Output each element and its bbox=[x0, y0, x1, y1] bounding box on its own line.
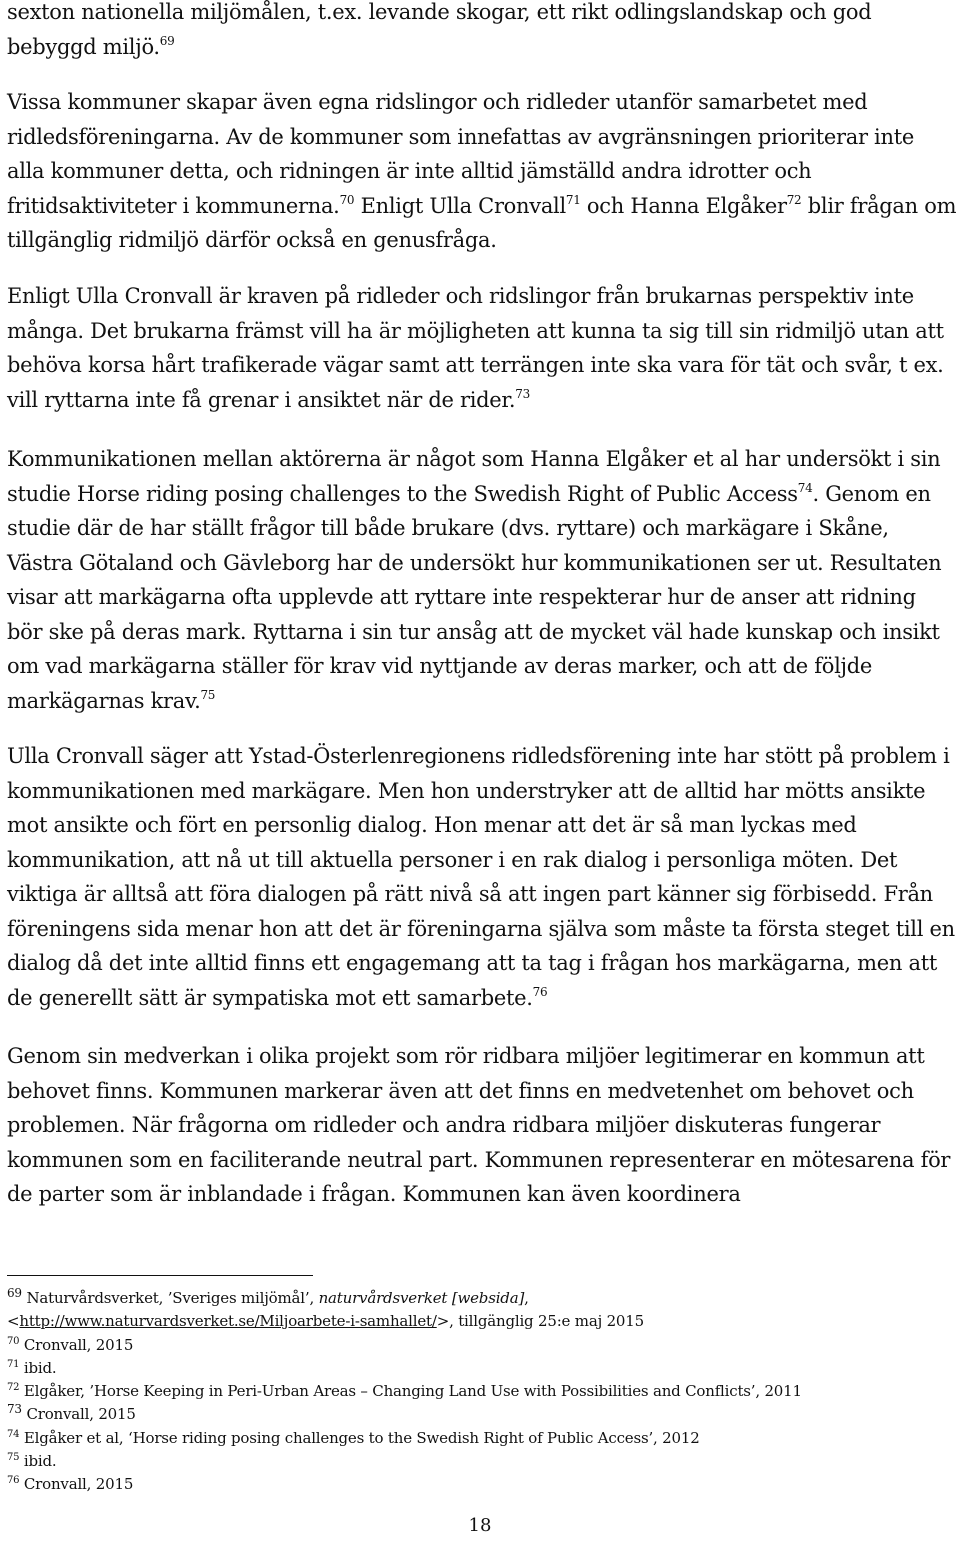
footnote-75 bbox=[7, 1450, 957, 1473]
paragraph-2-text-d: blir frågan om tillgänglig ridmiljö därför också en genusfråga. bbox=[7, 193, 957, 252]
footnote-ref-69[interactable]: 69 bbox=[159, 33, 175, 48]
paragraph-6-text: Genom sin medverkan i olika projekt som rör ridbara miljöer legitimerar en kommun att behovet finns. Kommunen markerar även att det finns en medvetenhet om behovet och problemen. När frågorna om ridleder och andra ridbara miljöer diskuteras fungerar kommunen som en faciliterande neutral part. Kommunen representerar en mötesarena för de parter som är inblandade i frågan. Kommunen kan även koordinera bbox=[7, 1044, 951, 1206]
footnote-text: ibid. bbox=[19, 1358, 57, 1377]
footnote-source-title: naturvårdsverket [websida] bbox=[318, 1289, 525, 1307]
footnote-number: 73 bbox=[7, 1402, 22, 1417]
footnote-number: 70 bbox=[7, 1335, 20, 1347]
paragraph-2-text-a: Vissa kommuner skapar även egna ridslingor och ridleder utanför samarbetet med ridledsföreningarna. Av de kommuner som innefattas av avgränsningen prioriterar inte alla kommuner detta, och ridningen är inte alltid jämställd andra idrotter och fritidsaktiviteter i kommunerna. bbox=[7, 90, 914, 218]
footnote-73 bbox=[7, 1403, 957, 1426]
footnote-text: < bbox=[7, 1312, 20, 1331]
footnote-ref-70[interactable]: 70 bbox=[339, 192, 355, 207]
footnote-text: ibid. bbox=[19, 1452, 57, 1471]
paragraph-3 bbox=[7, 279, 957, 417]
paragraph-1 bbox=[7, 0, 957, 64]
footnote-text: Naturvårdsverket, ’Sveriges miljömål’, bbox=[21, 1289, 319, 1307]
footnotes-section bbox=[7, 1287, 957, 1497]
footnote-number: 71 bbox=[7, 1358, 20, 1370]
paragraph-5-text: Ulla Cronvall säger att Ystad-Österlenregionens ridledsförening inte har stött på problem i kommunikationen med markägare. Men hon understryker att de alltid har mötts ansikte mot ansikte och fört en personlig dialog. Hon menar att det är så man lyckas med kommunikation, att nå ut till aktuella personer i en rak dialog i personliga möten. Det viktiga är alltså att föra dialogen på rätt nivå så att ingen part känner sig förbisedd. Från föreningens sida menar hon att det är föreningarna själva som måste ta första steget till en dialog då det inte alltid finns ett engagemang att ta tag i frågan hos markägarna, men att de generellt sätt är sympatiska mot ett samarbete. bbox=[7, 744, 955, 1010]
footnote-69-continued bbox=[7, 1310, 957, 1333]
footnote-ref-73[interactable]: 73 bbox=[515, 386, 530, 401]
paragraph-4 bbox=[7, 442, 957, 718]
footnote-separator bbox=[7, 1275, 313, 1276]
paragraph-5 bbox=[7, 739, 957, 1015]
page-number: 18 bbox=[468, 1515, 492, 1536]
footnote-72 bbox=[7, 1380, 957, 1403]
paragraph-4-text-a: Kommunikationen mellan aktörerna är något som Hanna Elgåker et al har undersökt i sin studie Horse riding posing challenges to the Swedish Right of Public Access bbox=[7, 447, 941, 506]
footnote-74 bbox=[7, 1427, 957, 1450]
paragraph-2-text-c: och Hanna Elgåker bbox=[580, 193, 787, 218]
footnote-text: >, tillgänglig 25:e maj 2015 bbox=[436, 1312, 644, 1331]
paragraph-3-text: Enligt Ulla Cronvall är kraven på ridleder och ridslingor från brukarnas perspektiv inte många. Det brukarna främst vill ha är möjligheten att kunna ta sig till sin ridmiljö utan att behöva korsa hårt trafikerade vägar samt att terrängen inte ska vara för tät och svår, t ex. vill ryttarna inte få grenar i ansiktet när de rider. bbox=[7, 284, 944, 412]
footnote-ref-74[interactable]: 74 bbox=[797, 480, 813, 495]
footnote-link[interactable]: http://www.naturvardsverket.se/Miljoarbete-i-samhallet/ bbox=[19, 1312, 437, 1331]
footnote-ref-72[interactable]: 72 bbox=[786, 192, 802, 207]
footnote-text: , bbox=[524, 1289, 529, 1307]
footnote-ref-76[interactable]: 76 bbox=[532, 984, 548, 999]
footnote-number: 69 bbox=[7, 1286, 22, 1300]
footnote-number: 76 bbox=[7, 1475, 20, 1487]
footnote-69 bbox=[7, 1287, 957, 1310]
footnote-71 bbox=[7, 1357, 957, 1380]
footnote-text: Cronvall, 2015 bbox=[19, 1335, 134, 1354]
footnote-number: 75 bbox=[7, 1452, 20, 1464]
paragraph-1-text: sexton nationella miljömålen, t.ex. levande skogar, ett rikt odlingslandskap och god bebyggd miljö. bbox=[7, 0, 872, 59]
footnote-number: 72 bbox=[7, 1382, 20, 1394]
paragraph-6 bbox=[7, 1039, 957, 1212]
paragraph-2-text-b: Enligt Ulla Cronvall bbox=[354, 193, 566, 218]
footnote-text: Cronvall, 2015 bbox=[21, 1405, 136, 1424]
paragraph-4-text-b: . Genom en studie där de har ställt frågor till både brukare (dvs. ryttare) och markägare i Skåne, Västra Götaland och Gävleborg har de undersökt hur kommunikationen ser ut. Resultaten visar att markägarna ofta upplevde att ryttare inte respekterar hur de anser att ridning bör ske på deras mark. Ryttarna i sin tur ansåg att de mycket väl hade kunskap och insikt om vad markägarna ställer för krav vid nyttjande av deras marker, och att de följde markägarnas krav. bbox=[7, 481, 942, 713]
footnote-text: Elgåker, ’Horse Keeping in Peri-Urban Areas – Changing Land Use with Possibilities and Conflicts’, 2011 bbox=[19, 1382, 802, 1401]
footnote-76 bbox=[7, 1473, 957, 1496]
footnote-text: Elgåker et al, ‘Horse riding posing challenges to the Swedish Right of Public Access’, 2012 bbox=[19, 1428, 700, 1447]
footnote-70 bbox=[7, 1334, 957, 1357]
footnote-number: 74 bbox=[7, 1428, 20, 1440]
footnote-text: Cronvall, 2015 bbox=[19, 1475, 134, 1494]
footnote-ref-71[interactable]: 71 bbox=[565, 192, 581, 207]
paragraph-2 bbox=[7, 85, 957, 258]
footnote-ref-75[interactable]: 75 bbox=[200, 687, 216, 702]
